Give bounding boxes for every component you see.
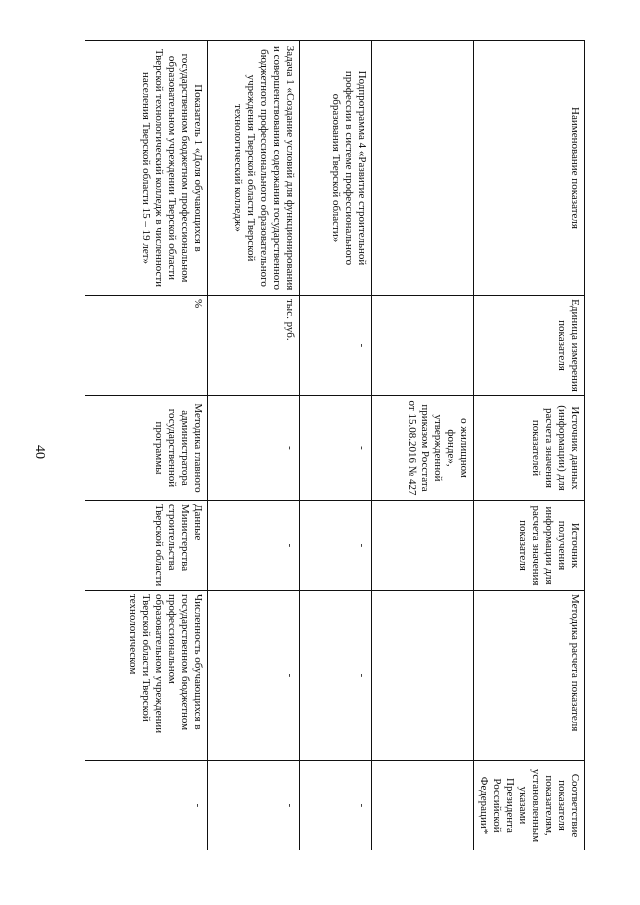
- cell-name: Задача 1 «Создание условий для функционирования и совершенствования содержания государственного бюджетного профессионального образовательного учреждения Тверской области Тверской технологический колледж»: [208, 41, 300, 296]
- cell-method: -: [208, 591, 300, 761]
- cell-method: Численность обучающихся в государственном бюджетном профессиональном образовательном учреждении Тверской области Тверской технологическом: [85, 591, 208, 761]
- cell-unit: [372, 296, 474, 396]
- cell-compliance: -: [208, 761, 300, 851]
- cell-unit: %: [85, 296, 208, 396]
- header-cell-name: Наименование показателя: [474, 41, 585, 296]
- cell-compliance: -: [85, 761, 208, 851]
- cell-unit: тыс. руб.: [208, 296, 300, 396]
- cell-data-source: -: [208, 396, 300, 501]
- header-cell-method: Методика расчета показателя: [474, 591, 585, 761]
- cell-info-source: [372, 501, 474, 591]
- cell-method: -: [300, 591, 372, 761]
- table-row: [85, 41, 208, 851]
- rotated-content: [85, 40, 585, 850]
- table-row: [300, 41, 372, 851]
- cell-compliance: -: [300, 761, 372, 851]
- cell-method: [372, 591, 474, 761]
- document-page: [85, 40, 585, 850]
- cell-compliance: [372, 761, 474, 851]
- cell-data-source: о жилищном фонде», утвержденной приказом Росстата от 15.08.2016 № 427: [372, 396, 474, 501]
- table-header-row: [474, 41, 585, 851]
- cell-name: Показатель 1 «Доля обучающихся в государственном бюджетном профессиональном образовательном учреждении Тверской области Тверской технологический колледж в численности населения Тверской области 15 – 19 лет»: [85, 41, 208, 296]
- page-number: 40: [32, 445, 47, 459]
- header-cell-data-source: Источник данных (информации) для расчета значения показателей: [474, 396, 585, 501]
- cell-info-source: Данные Министерства строительства Тверской области: [85, 501, 208, 591]
- header-cell-info-source: Источник получения информации для расчета значения показателя: [474, 501, 585, 591]
- cell-name: Подпрограмма 4 «Развитие строительной профессии в системе профессионального образования Тверской области»: [300, 41, 372, 296]
- cell-data-source: -: [300, 396, 372, 501]
- cell-info-source: -: [300, 501, 372, 591]
- cell-data-source: Методика главного администратора государственной программы: [85, 396, 208, 501]
- table-row: [372, 41, 474, 851]
- cell-info-source: -: [208, 501, 300, 591]
- header-cell-compliance: Соответствие показателя показателям, установленным указами Президента Российской Федерации*: [474, 761, 585, 851]
- indicators-table: [85, 40, 585, 850]
- header-cell-unit: Единица измерения показателя: [474, 296, 585, 396]
- cell-name: [372, 41, 474, 296]
- table-row: [208, 41, 300, 851]
- cell-unit: -: [300, 296, 372, 396]
